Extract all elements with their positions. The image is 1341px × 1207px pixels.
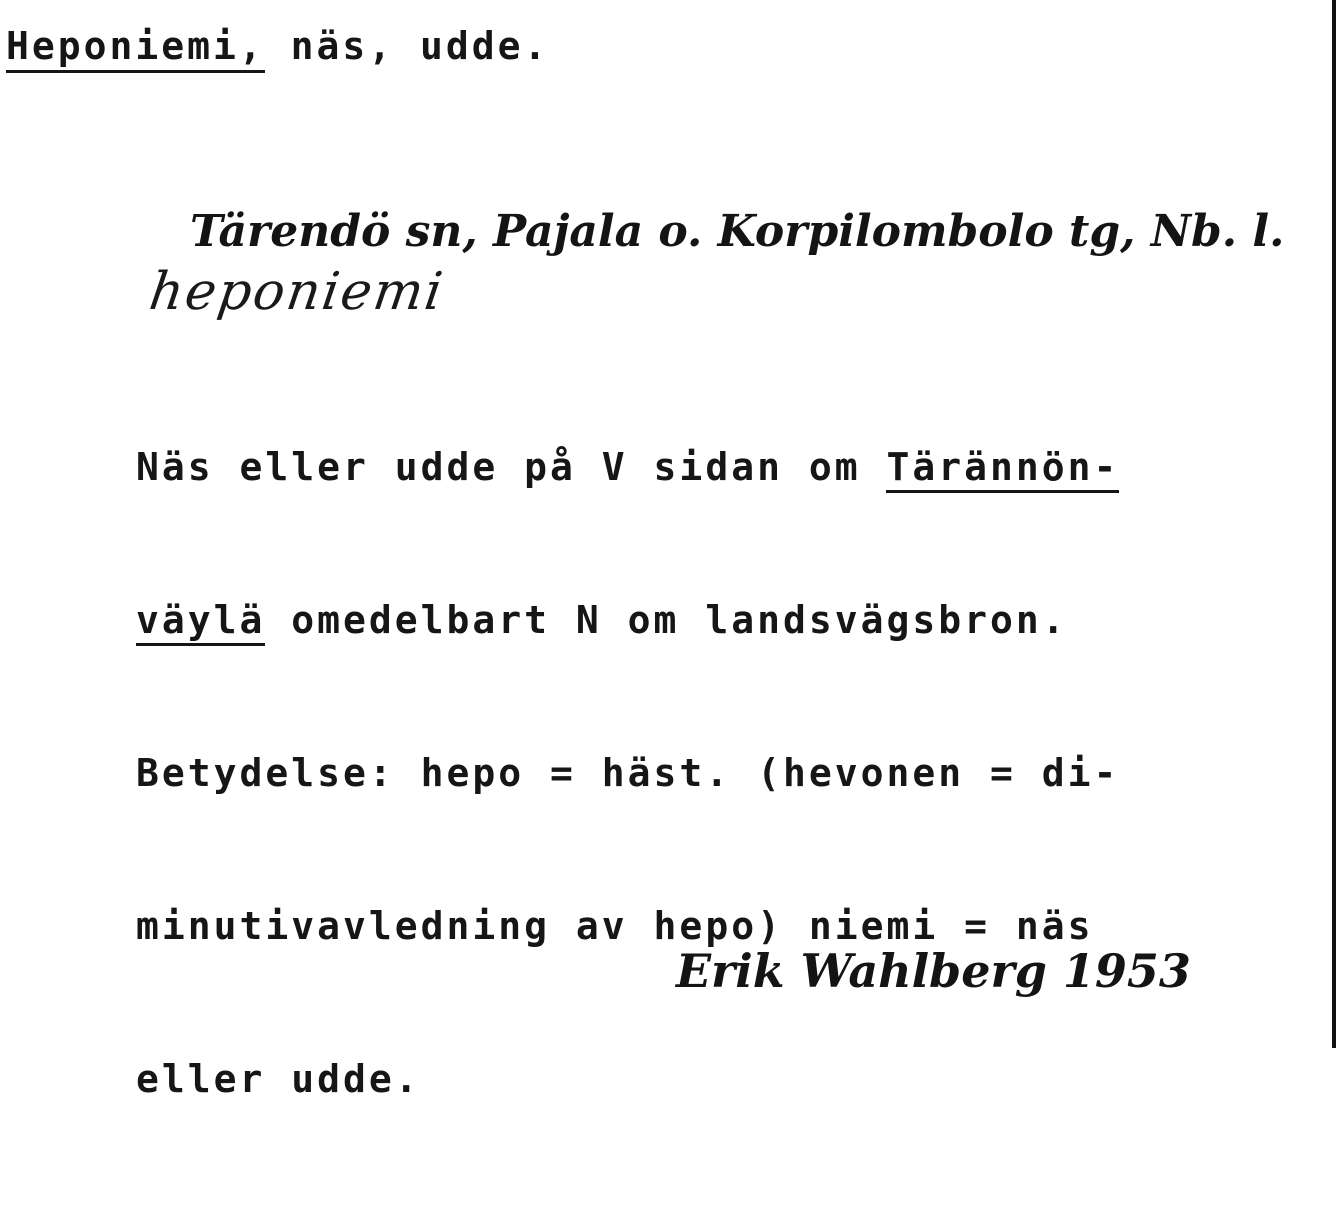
description-line-2 <box>136 595 1119 646</box>
headword-gloss: näs, udde. <box>264 24 550 68</box>
handwritten-form: heponiemi <box>145 262 448 322</box>
description-line-1-prefix: Näs eller udde på V sidan om <box>136 445 887 489</box>
signature-stamp: Erik Wahlberg 1953 <box>676 944 1191 998</box>
headword-line <box>6 24 549 68</box>
description-line-1 <box>136 442 1119 493</box>
description-line-5: eller udde. <box>136 1057 421 1101</box>
description-line-3: Betydelse: hepo = häst. (hevonen = di- <box>136 751 1120 795</box>
description-line-1-underlined: Tärännön- <box>886 445 1119 493</box>
place-stamp: Tärendö sn, Pajala o. Korpilombolo tg, Nb. l. <box>190 206 1285 257</box>
headword: Heponiemi, <box>6 24 265 73</box>
description-line-4: minutivavledning av hepo) niemi = näs <box>136 904 1094 948</box>
description-line-2-rest: omedelbart N om landsvägsbron. <box>265 598 1068 642</box>
description-line-2-underlined: väylä <box>136 598 265 646</box>
description-text <box>136 340 1119 1207</box>
card-right-edge <box>1332 0 1336 1048</box>
